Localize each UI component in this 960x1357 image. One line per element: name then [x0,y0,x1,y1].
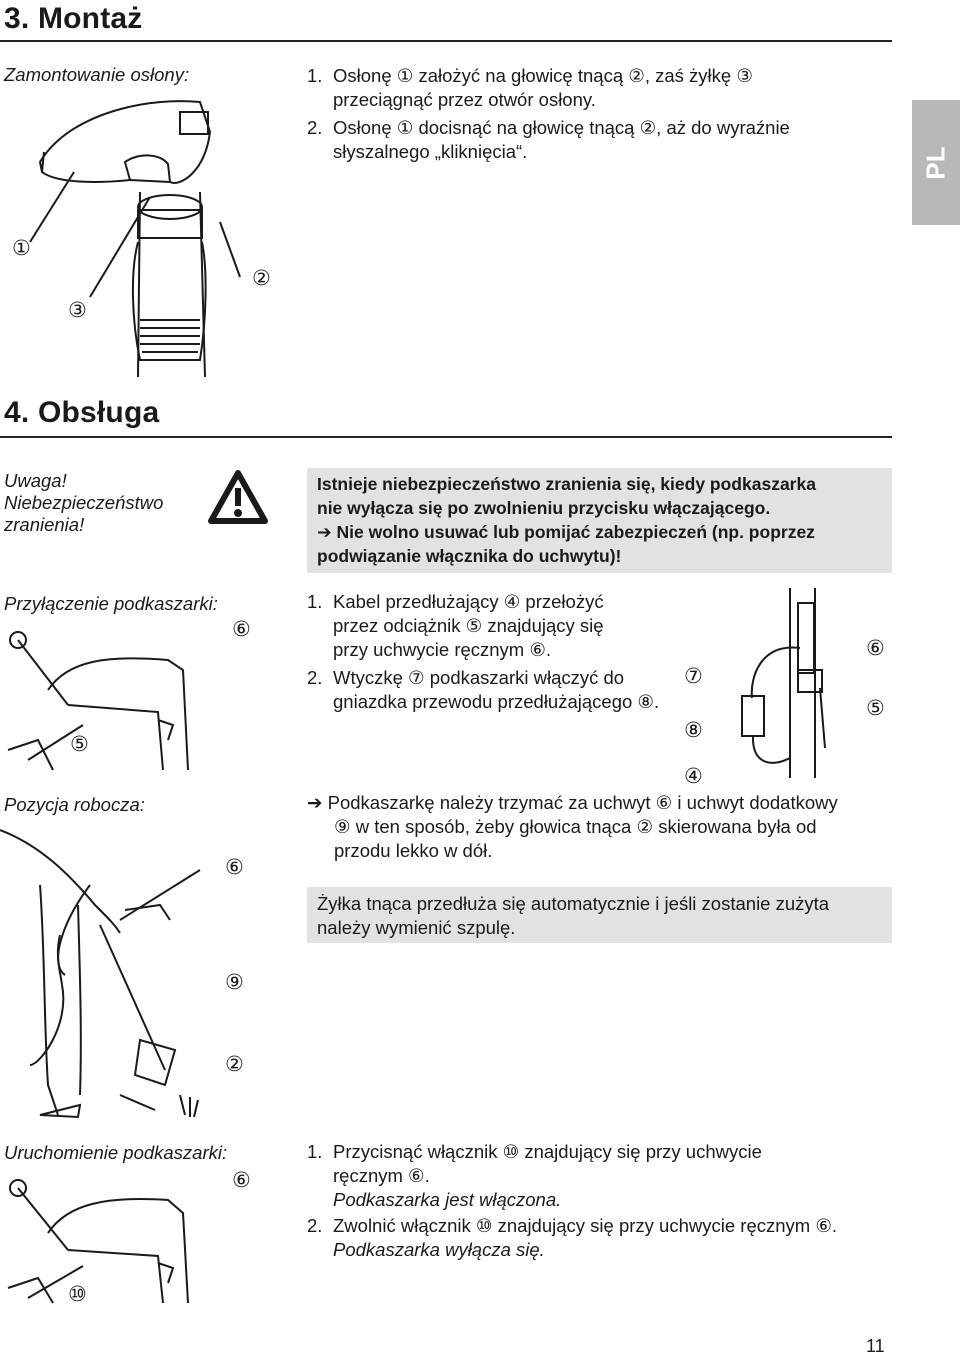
language-tab-label: PL [920,145,951,180]
guard-mount-illustration [30,92,270,382]
callout-6-start: ⑥ [232,1169,251,1192]
handle-illustration-connect [8,630,198,775]
warning-label: Uwaga! Niebezpieczeństwo zranienia! [4,470,164,535]
working-position-illustration [0,825,230,1125]
subheading-start: Uruchomienie podkaszarki: [4,1142,228,1163]
start-steps [307,1140,892,1262]
section-title-montaz: 3. Montaż [4,2,143,35]
callout-4: ④ [684,765,703,788]
subheading-mount-guard: Zamontowanie osłony: [4,64,190,85]
cable-strain-relief-illustration [730,588,860,788]
callout-10: ⑩ [68,1283,87,1306]
mount-step-1: 1. Osłonę ① założyć na głowicę tnącą ②, zaś żyłkę ③ przeciągnąć przez otwór osłony. [307,65,753,110]
callout-9: ⑨ [225,971,244,994]
connect-step-1: 1. Kabel przedłużający ④ przełożyć przez odciążnik ⑤ znajdujący się przy uchwycie ręcznym ⑥. [307,591,604,660]
section-divider [0,436,892,438]
callout-5: ⑤ [70,733,89,756]
warning-box: Istnieje niebezpieczeństwo zranienia się, kiedy podkaszarka nie wyłącza się po zwolnieniu przycisku włączającego. ➔ Nie wolno usuwać lub pomijać zabezpieczeń (np. poprzez podwiązanie włącznika do uchwytu)! [307,468,892,573]
page-number: 11 [866,1336,885,1356]
handle-illustration-start [8,1178,198,1308]
callout-3: ③ [68,299,87,322]
mount-steps [307,64,887,164]
warning-triangle-icon [208,470,268,524]
subheading-connect: Przyłączenie podkaszarki: [4,593,218,614]
callout-7: ⑦ [684,665,703,688]
working-instruction: ➔ Podkaszarkę należy trzymać za uchwyt ⑥ i uchwyt dodatkowy ⑨ w ten sposób, żeby głowica tnąca ② skierowana była od przodu lekko w dół. [307,792,838,861]
callout-2: ② [252,267,271,290]
section-divider [0,40,892,42]
start-step-2: 2. Zwolnić włącznik ⑩ znajdujący się przy uchwycie ręcznym ⑥. Podkaszarka wyłącza się. [307,1215,838,1260]
callout-6-working: ⑥ [225,856,244,879]
callout-8: ⑧ [684,719,703,742]
callout-2-working: ② [225,1053,244,1076]
callout-6: ⑥ [232,618,251,641]
connect-steps [307,590,677,714]
connect-step-2: 2. Wtyczkę ⑦ podkaszarki włączyć do gniazdka przewodu przedłużającego ⑧. [307,667,660,712]
callout-6-connect: ⑥ [866,637,885,660]
subheading-working: Pozycja robocza: [4,794,145,815]
language-tab [912,100,960,225]
mount-step-2: 2. Osłonę ① docisnąć na głowicę tnącą ②, aż do wyraźnie słyszalnego „kliknięcia“. [307,117,790,162]
callout-5-connect: ⑤ [866,697,885,720]
line-note-box: Żyłka tnąca przedłuża się automatycznie i jeśli zostanie zużyta należy wymienić szpulę. [307,887,892,943]
start-step-1: 1. Przycisnąć włącznik ⑩ znajdujący się przy uchwycie ręcznym ⑥. Podkaszarka jest włączona. [307,1141,762,1210]
section-title-obsluga: 4. Obsługa [4,396,160,429]
callout-1: ① [12,237,31,260]
